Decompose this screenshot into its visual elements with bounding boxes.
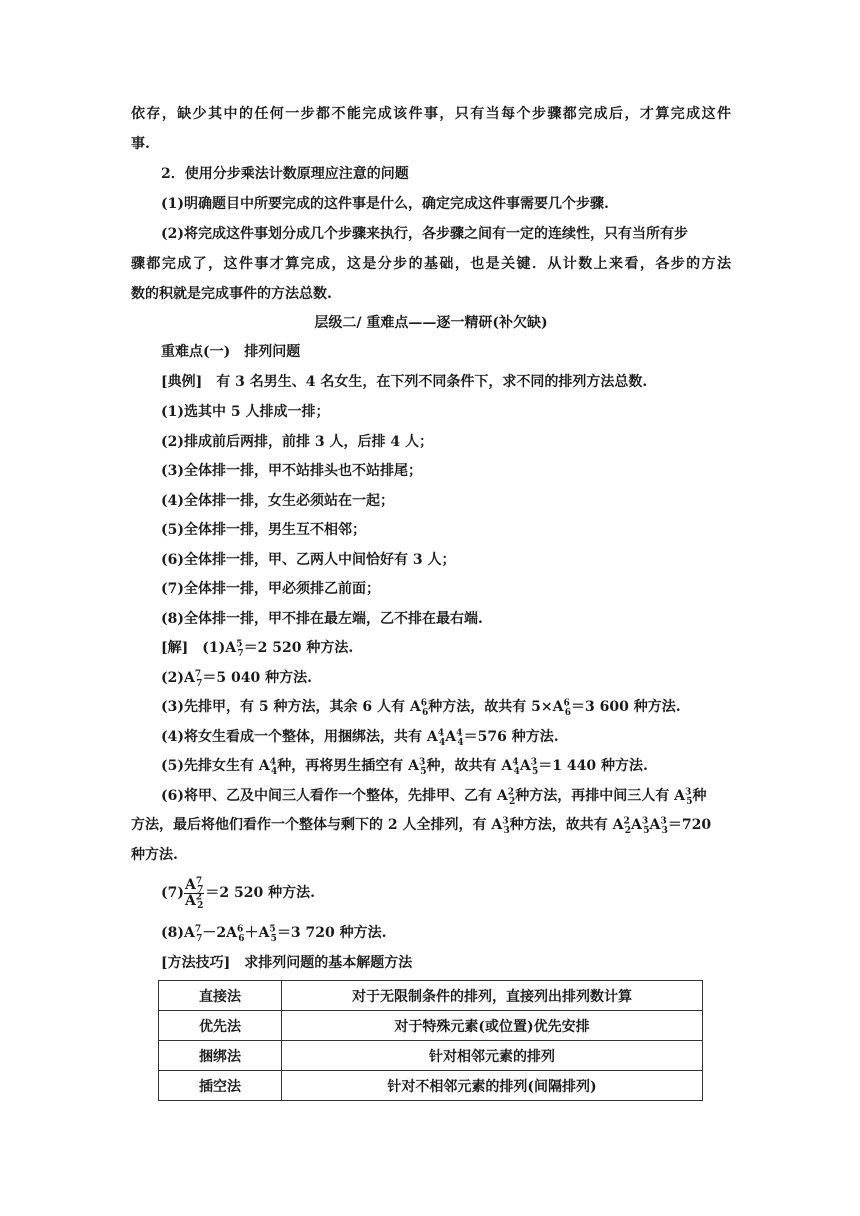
method-description: 针对不相邻元素的排列(间隔排列) xyxy=(282,1071,703,1101)
method-name: 直接法 xyxy=(159,981,282,1011)
example-item: (7)全体排一排，甲必须排乙前面； xyxy=(161,581,380,597)
intro-line-1: 依存，缺少其中的任何一步都不能完成该件事，只有当每个步骤都完成后，才算完成这件 xyxy=(131,106,731,122)
example-item: (2)排成前后两排，前排 3 人，后排 4 人； xyxy=(161,434,433,450)
solution-line-3: (3)先排甲，有 5 种方法，其余 6 人有 $A^6_6$种方法，故共有 $5\times A^6_6=3$ 600 种方法. xyxy=(161,698,681,718)
example-question: 有 3 名男生、4 名女生，在下列不同条件下，求不同的排列方法总数. xyxy=(202,374,648,390)
solution-line-6b: 方法，最后将他们看作一个整体与剩下的 2 人全排列，有 $A^3_3$种方法，故共有 $A^2_2A^3_5A^3_3=720$ xyxy=(131,816,712,836)
example-item: (6)全体排一排，甲、乙两人中间恰好有 3 人； xyxy=(161,552,456,568)
section-paragraph-2-line-2: 骤都完成了，这件事才算完成，这是分步的基础，也是关键．从计数上来看，各步的方法 xyxy=(131,256,731,272)
technique-label: [方法技巧] xyxy=(161,955,231,971)
solution-line-4: (4)将女生看成一个整体，用捆绑法，共有 $A^4_4A^4_4=576$ 种方法. xyxy=(161,728,559,748)
method-description: 针对相邻元素的排列 xyxy=(282,1041,703,1071)
solution-line-2: $(2)A^7_7=5$ 040 种方法. xyxy=(161,669,312,689)
section-paragraph-1: (1)明确题目中所要完成的这件事是什么，确定完成这件事需要几个步骤. xyxy=(161,196,609,212)
fraction: $\frac{A^7_7}{A^2_2}$ xyxy=(185,875,204,912)
method-name: 捆绑法 xyxy=(159,1041,282,1071)
section-paragraph-2-line-1: (2)将完成这件事划分成几个步骤来执行，各步骤之间有一定的连续性，只有当所有步 xyxy=(161,226,688,242)
solution-line-5: (5)先排女生有 $A^4_4$种，再将男生插空有 $A^3_5$种，故共有 $A^4_4A^3_5=1$ 440 种方法. xyxy=(161,757,648,777)
solution-line-1: [解] $(1)A^5_7=2$ 520 种方法. xyxy=(161,639,354,659)
intro-line-2: 事. xyxy=(131,136,150,152)
level-title: 层级二/ 重难点——逐一精研(补欠缺) xyxy=(314,315,548,331)
section-paragraph-2-line-3: 数的积就是完成事件的方法总数. xyxy=(131,286,332,302)
technique-title: 求排列问题的基本解题方法 xyxy=(230,955,413,971)
example-item: (1)选其中 5 人排成一排； xyxy=(161,404,330,420)
method-name: 插空法 xyxy=(159,1071,282,1101)
example-item: (3)全体排一排，甲不站排头也不站排尾； xyxy=(161,463,422,479)
example-item: (5)全体排一排，男生互不相邻； xyxy=(161,522,366,538)
section-heading: 2．使用分步乘法计数原理应注意的问题 xyxy=(161,166,409,182)
table-row xyxy=(159,981,703,1011)
example-item: (4)全体排一排，女生必须站在一起； xyxy=(161,493,394,509)
solution-line-7: (7) $\frac{A^7_7}{A^2_2}$ ＝2 520 种方法. xyxy=(161,875,315,912)
method-description: 对于无限制条件的排列，直接列出排列数计算 xyxy=(282,981,703,1011)
example-item: (8)全体排一排，甲不排在最左端，乙不排在最右端. xyxy=(161,611,483,627)
example-stem xyxy=(161,372,761,392)
table-row xyxy=(159,1041,703,1071)
solution-line-8: $(8)A^7_7-2A^6_6+A^5_5=3$ 720 种方法. xyxy=(161,924,387,944)
technique-heading xyxy=(161,953,761,973)
table-row xyxy=(159,1071,703,1101)
method-description: 对于特殊元素(或位置)优先安排 xyxy=(282,1011,703,1041)
methods-table xyxy=(158,980,703,1101)
solution-line-6a: (6)将甲、乙及中间三人看作一个整体，先排甲、乙有 $A^2_2$种方法，再排中间三人有 $A^3_5$种 xyxy=(161,787,707,807)
key-point-heading: 重难点(一) 排列问题 xyxy=(161,344,301,360)
method-name: 优先法 xyxy=(159,1011,282,1041)
solution-line-6c: 种方法. xyxy=(131,847,178,863)
table-row xyxy=(159,1011,703,1041)
solution-label: [解] xyxy=(161,640,189,656)
example-label: [典例] xyxy=(161,374,203,390)
